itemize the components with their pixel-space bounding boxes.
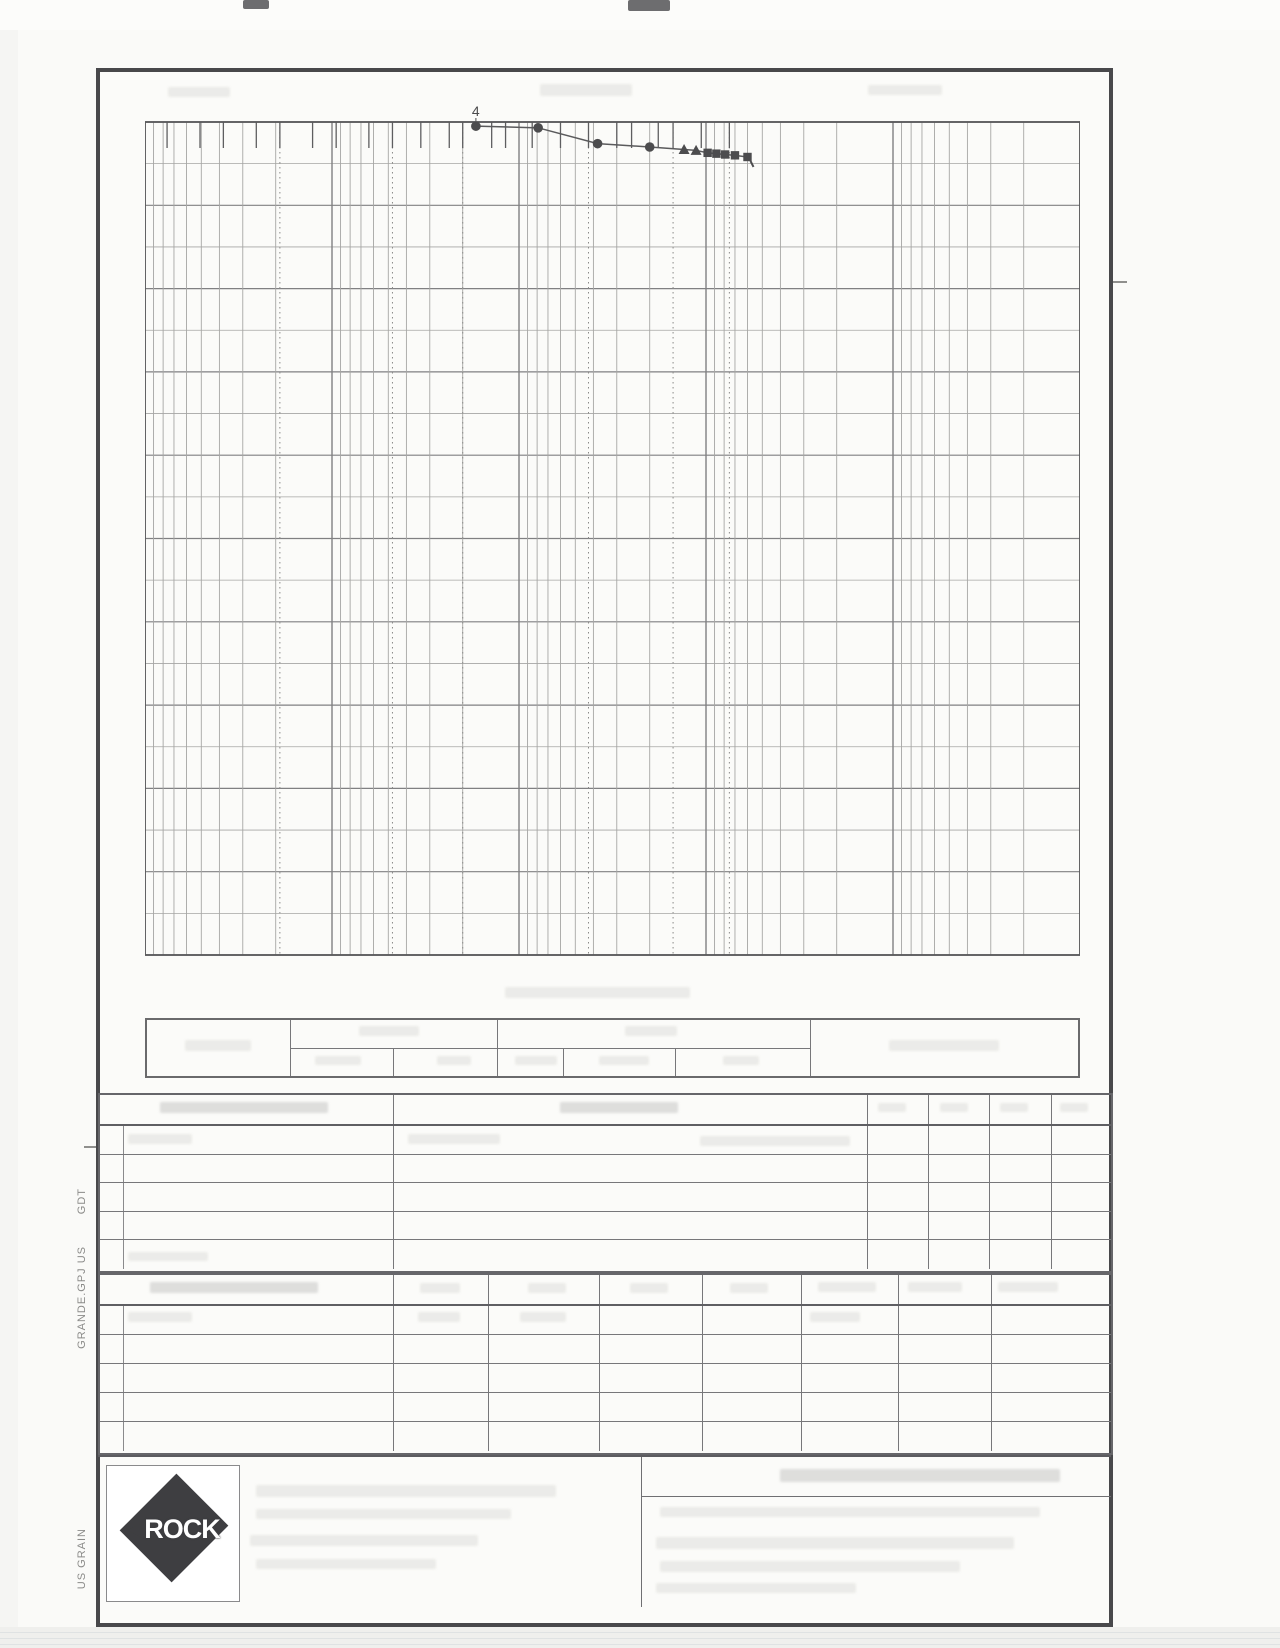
table-cell <box>394 1364 489 1392</box>
margin-filename-fragment: GDT <box>76 1188 88 1215</box>
table-cell <box>868 1183 929 1211</box>
table-cell <box>394 1393 489 1421</box>
symbol-column-divider <box>123 1126 124 1154</box>
illegible-text-smudge <box>128 1312 192 1322</box>
illegible-text-smudge <box>818 1282 876 1292</box>
table-cell <box>100 1155 394 1183</box>
illegible-text-smudge <box>660 1507 1040 1517</box>
table-cell <box>703 1335 802 1363</box>
table-cell <box>868 1155 929 1183</box>
symbol-column-divider <box>123 1335 124 1363</box>
table-cell <box>703 1422 802 1451</box>
illegible-text-smudge <box>250 1535 478 1546</box>
illegible-text-smudge <box>168 87 230 97</box>
table-cell <box>868 1126 929 1154</box>
table-cell <box>1052 1240 1111 1269</box>
symbol-column-divider <box>123 1183 124 1211</box>
table-cell <box>929 1155 990 1183</box>
table-cell <box>600 1306 703 1334</box>
soil-classification-band <box>145 1018 1080 1078</box>
table-cell <box>394 1212 868 1240</box>
data-point-marker <box>645 142 655 152</box>
table-cell <box>868 1240 929 1269</box>
illegible-text-smudge <box>515 1056 557 1065</box>
illegible-text-smudge <box>408 1134 500 1144</box>
table-cell <box>899 1364 992 1392</box>
illegible-text-smudge <box>256 1485 556 1497</box>
registration-tick <box>84 1146 96 1148</box>
illegible-text-smudge <box>656 1583 856 1593</box>
table-cell <box>600 1393 703 1421</box>
table-cell <box>802 1422 899 1451</box>
illegible-text-smudge <box>185 1040 251 1051</box>
illegible-text-smudge <box>128 1252 208 1261</box>
illegible-text-smudge <box>998 1282 1058 1292</box>
margin-filename-fragment: US GRAIN <box>76 1528 88 1590</box>
table-row <box>100 1335 1111 1364</box>
illegible-text-smudge <box>150 1282 318 1293</box>
data-point-marker <box>471 121 481 131</box>
table-cell <box>394 1335 489 1363</box>
table-row <box>100 1212 1111 1241</box>
registration-tick <box>1113 281 1127 283</box>
illegible-text-smudge <box>780 1469 1060 1482</box>
table-cell <box>992 1393 1111 1421</box>
illegible-text-smudge <box>560 1102 678 1113</box>
table-cell <box>394 1240 868 1269</box>
illegible-text-smudge <box>256 1559 436 1569</box>
table-cell <box>1052 1155 1111 1183</box>
illegible-text-smudge <box>599 1056 649 1065</box>
table-row <box>100 1393 1111 1422</box>
point-label: 4 <box>471 103 480 119</box>
symbol-column-divider <box>123 1393 124 1421</box>
specimen-classification-table <box>98 1093 1113 1273</box>
table-cell <box>992 1422 1111 1451</box>
illegible-text-smudge <box>315 1056 361 1065</box>
grain-size-chart <box>145 100 1080 956</box>
table-cell <box>990 1183 1052 1211</box>
illegible-text-smudge <box>889 1040 999 1051</box>
data-point-marker <box>703 149 711 157</box>
illegible-text-smudge <box>625 1026 677 1036</box>
illegible-text-smudge <box>437 1056 471 1065</box>
illegible-text-smudge <box>656 1537 1014 1549</box>
table-cell <box>990 1155 1052 1183</box>
illegible-text-smudge <box>660 1561 960 1572</box>
illegible-text-smudge <box>940 1103 968 1112</box>
data-point-marker <box>721 150 729 158</box>
illegible-text-smudge <box>1060 1103 1088 1112</box>
table-cell <box>990 1126 1052 1154</box>
table-cell <box>992 1335 1111 1363</box>
scan-artifact <box>628 0 670 11</box>
table-cell <box>992 1306 1111 1334</box>
table-cell <box>394 1155 868 1183</box>
table-cell <box>1052 1183 1111 1211</box>
title-block <box>98 1455 1111 1605</box>
table-cell <box>100 1364 394 1392</box>
table-cell <box>1052 1212 1111 1240</box>
illegible-text-smudge <box>520 1312 566 1322</box>
table-cell <box>489 1422 600 1451</box>
illegible-text-smudge <box>868 85 942 95</box>
table-row <box>100 1422 1111 1451</box>
illegible-text-smudge <box>1000 1103 1028 1112</box>
table-cell <box>100 1335 394 1363</box>
table-cell <box>929 1183 990 1211</box>
symbol-column-divider <box>123 1155 124 1183</box>
symbol-column-divider <box>123 1240 124 1269</box>
data-point-marker <box>712 149 720 157</box>
data-point-marker <box>743 153 751 161</box>
company-logo-box <box>106 1465 240 1602</box>
illegible-text-smudge <box>878 1103 906 1112</box>
table-row <box>100 1364 1111 1393</box>
table-cell <box>100 1422 394 1451</box>
illegible-text-smudge <box>528 1283 566 1293</box>
illegible-text-smudge <box>256 1509 511 1519</box>
table-cell <box>990 1240 1052 1269</box>
table-row <box>100 1155 1111 1184</box>
table-row <box>100 1183 1111 1212</box>
table-cell <box>394 1183 868 1211</box>
symbol-column-divider <box>123 1306 124 1334</box>
data-point-marker <box>593 139 603 149</box>
table-cell <box>802 1393 899 1421</box>
table-cell <box>929 1212 990 1240</box>
margin-filename-fragment: GRANDE.GPJ US <box>76 1246 88 1349</box>
table-cell <box>899 1335 992 1363</box>
table-cell <box>929 1240 990 1269</box>
scan-artifact <box>243 0 269 9</box>
table-cell <box>489 1393 600 1421</box>
table-cell <box>899 1306 992 1334</box>
grain-size-chart-svg <box>145 100 1080 956</box>
symbol-column-divider <box>123 1212 124 1240</box>
table-cell <box>802 1364 899 1392</box>
table-row <box>100 1240 1111 1269</box>
table-cell <box>100 1212 394 1240</box>
table-cell <box>100 1183 394 1211</box>
table-cell <box>600 1422 703 1451</box>
table-cell <box>868 1212 929 1240</box>
logo-arrow-icon: ◀ <box>128 1516 145 1541</box>
table-cell <box>600 1335 703 1363</box>
table-row <box>100 1306 1111 1335</box>
table-cell <box>992 1364 1111 1392</box>
illegible-text-smudge <box>908 1282 962 1292</box>
table-cell <box>899 1422 992 1451</box>
specimen-gradation-table <box>98 1273 1113 1455</box>
table-cell <box>394 1422 489 1451</box>
table-cell <box>703 1364 802 1392</box>
data-point-marker <box>533 123 543 133</box>
table-cell <box>899 1393 992 1421</box>
table-cell <box>489 1364 600 1392</box>
table-row <box>100 1126 1111 1155</box>
illegible-text-smudge <box>630 1283 668 1293</box>
scan-left-margin <box>0 0 18 1648</box>
illegible-text-smudge <box>723 1056 759 1065</box>
illegible-text-smudge <box>128 1134 192 1144</box>
symbol-column-divider <box>123 1364 124 1392</box>
table-cell <box>600 1364 703 1392</box>
table-cell <box>703 1393 802 1421</box>
illegible-text-smudge <box>505 987 690 998</box>
illegible-text-smudge <box>540 84 632 96</box>
table-cell <box>802 1335 899 1363</box>
table-cell <box>703 1306 802 1334</box>
symbol-column-divider <box>123 1422 124 1451</box>
illegible-text-smudge <box>420 1283 460 1293</box>
table-cell <box>990 1212 1052 1240</box>
illegible-text-smudge <box>700 1136 850 1146</box>
illegible-text-smudge <box>418 1312 460 1322</box>
illegible-text-smudge <box>359 1026 419 1036</box>
company-logo: ◀ROCK <box>128 1514 220 1544</box>
illegible-text-smudge <box>730 1283 768 1293</box>
illegible-text-smudge <box>160 1102 328 1113</box>
table-cell <box>489 1335 600 1363</box>
table-cell <box>100 1393 394 1421</box>
data-point-marker <box>731 151 739 159</box>
table-cell <box>1052 1126 1111 1154</box>
table-cell <box>929 1126 990 1154</box>
illegible-text-smudge <box>810 1312 860 1322</box>
